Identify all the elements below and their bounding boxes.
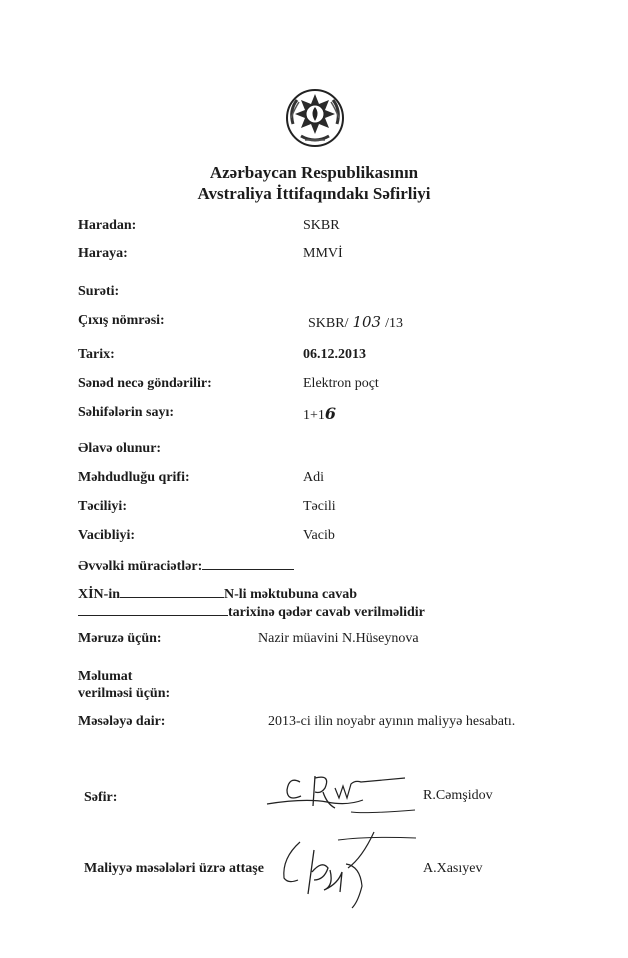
attache-label: Maliyyə məsələləri üzrə attaşe <box>84 861 264 876</box>
date-value: 06.12.2013 <box>303 347 366 362</box>
embassy-title-line2: Avstraliya İttifaqındakı Səfirliyi <box>197 184 431 203</box>
ambassador-name: R.Cəmşidov <box>423 788 493 803</box>
from-value: SKBR <box>303 218 340 233</box>
ambassador-signature <box>265 768 415 818</box>
page-count-handwritten: 6 <box>324 404 337 423</box>
report-to-value: Nazir müavini N.Hüseynova <box>258 631 419 646</box>
previous-requests-text: Əvvəlki müraciətlər: <box>78 559 203 574</box>
subject-value: 2013-ci ilin noyabr ayının maliyyə hesabatı. <box>268 714 516 729</box>
to-label: Haraya: <box>78 246 128 261</box>
from-label: Haradan: <box>78 218 137 233</box>
sending-method-value: Elektron poçt <box>303 376 379 391</box>
urgency-value: Təcili <box>303 499 336 514</box>
restriction-label: Məhdudluğu qrifi: <box>78 470 190 485</box>
outgoing-number-label: Çıxış nömrəsi: <box>78 313 165 328</box>
restriction-value: Adi <box>303 470 324 485</box>
deadline-text: tarixinə qədər cavab verilməlidir <box>228 605 425 620</box>
urgency-label: Təciliyi: <box>78 499 127 514</box>
outgoing-number-suffix: /13 <box>385 316 403 331</box>
attachment-label: Əlavə olunur: <box>78 441 162 456</box>
mfa-reply-line1 <box>78 585 357 603</box>
embassy-title-line1: Azərbaycan Respublikasının <box>209 163 419 182</box>
mfa-reply-text: N-li məktubuna cavab <box>224 587 358 602</box>
date-label: Tarix: <box>78 347 115 362</box>
importance-label: Vacibliyi: <box>78 528 136 543</box>
info-label-line1: Məlumat <box>78 669 133 684</box>
to-value: MMVİ <box>303 246 343 261</box>
ambassador-label: Səfir: <box>84 790 118 805</box>
importance-value: Vacib <box>303 528 335 543</box>
deadline-date-blank <box>78 603 228 616</box>
info-label-line2: verilməsi üçün: <box>78 686 171 701</box>
attache-signature <box>278 828 418 910</box>
page-count-label: Səhifələrin sayı: <box>78 405 175 420</box>
previous-requests-blank <box>202 557 294 570</box>
copy-label: Surəti: <box>78 284 120 299</box>
page-count-value <box>303 404 336 424</box>
previous-requests-label <box>78 557 294 575</box>
mfa-number-blank <box>120 585 224 598</box>
state-emblem-icon <box>285 88 345 148</box>
subject-label: Məsələyə dair: <box>78 714 166 729</box>
outgoing-number-prefix: SKBR/ <box>308 316 349 331</box>
report-to-label: Məruzə üçün: <box>78 631 162 646</box>
outgoing-number-value <box>308 313 403 332</box>
sending-method-label: Sənəd necə göndərilir: <box>78 376 212 391</box>
mfa-reply-line2 <box>78 603 425 621</box>
outgoing-number-handwritten: 103 <box>352 313 382 331</box>
mfa-label: XİN-in <box>78 587 121 602</box>
page-count-printed: 1+1 <box>303 408 325 423</box>
attache-name: A.Xasıyev <box>423 861 483 876</box>
